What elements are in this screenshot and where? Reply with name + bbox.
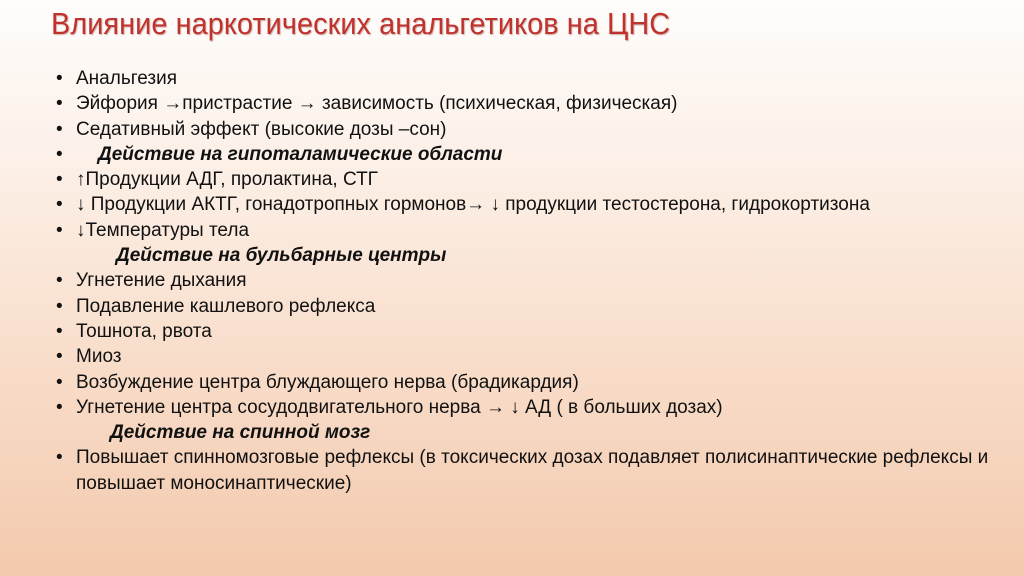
list-item — [56, 319, 1006, 344]
bullet-marker: • — [56, 270, 63, 292]
bullet-marker: • — [56, 320, 63, 342]
list-item — [56, 445, 1006, 496]
list-item — [56, 117, 1006, 142]
list-item — [56, 91, 1006, 116]
slide-title: Влияние наркотических анальгетиков на ЦНС — [51, 6, 671, 41]
list-item — [56, 218, 1006, 243]
bullet-marker: • — [56, 118, 63, 140]
list-item-text: Угнетение дыхания — [76, 270, 247, 292]
list-item-text: Повышает спинномозговые рефлексы (в токсических дозах подавляет полисинаптические рефлексы и повышает моносинаптические) — [76, 447, 989, 494]
list-item — [56, 294, 1006, 319]
bullet-marker: • — [56, 169, 63, 191]
section-heading — [56, 243, 1006, 268]
list-item — [56, 192, 1006, 217]
section-heading — [56, 420, 1006, 445]
section-heading-text: Действие на бульбарные центры — [116, 245, 447, 267]
list-item-text: Возбуждение центра блуждающего нерва (брадикардия) — [76, 371, 579, 393]
bullet-marker: • — [56, 68, 63, 89]
bullet-marker: • — [56, 396, 63, 418]
list-item-text: Эйфория →пристрастие → зависимость (психическая, физическая) — [76, 93, 678, 115]
list-item — [56, 66, 1006, 91]
list-item-text: ↑Продукции АДГ, пролактина, СТГ — [76, 169, 378, 191]
list-item — [56, 268, 1006, 293]
section-heading — [56, 142, 1006, 167]
bullet-marker: • — [56, 295, 63, 317]
list-item-text: Подавление кашлевого рефлекса — [76, 295, 376, 317]
list-item-text: ↓Температуры тела — [76, 219, 250, 241]
bullet-marker: • — [56, 93, 63, 115]
list-item — [56, 167, 1006, 192]
bullet-marker: • — [56, 194, 63, 216]
list-item — [56, 370, 1006, 395]
list-item-text: ↓ Продукции АКТГ, гонадотропных гормонов→ ↓ продукции тестостерона, гидрокортизона — [76, 194, 870, 216]
list-item-text: Тошнота, рвота — [76, 320, 212, 342]
bullet-marker: • — [56, 447, 63, 469]
list-item-text: Анальгезия — [76, 68, 177, 89]
section-heading-text: Действие на гипоталамические области — [98, 143, 503, 165]
list-item-text: Седативный эффект (высокие дозы –сон) — [76, 118, 447, 140]
bullet-marker: • — [56, 346, 63, 368]
bullet-marker: • — [56, 371, 63, 393]
section-heading-text: Действие на спинной мозг — [110, 422, 371, 444]
list-item — [56, 395, 1006, 420]
list-item-text: Угнетение центра сосудодвигательного нерва → ↓ АД ( в больших дозах) — [76, 396, 723, 418]
bullet-list — [56, 66, 1006, 496]
bullet-marker: • — [56, 143, 63, 165]
list-item — [56, 344, 1006, 369]
bullet-marker: • — [56, 219, 63, 241]
list-item-text: Миоз — [76, 346, 122, 368]
